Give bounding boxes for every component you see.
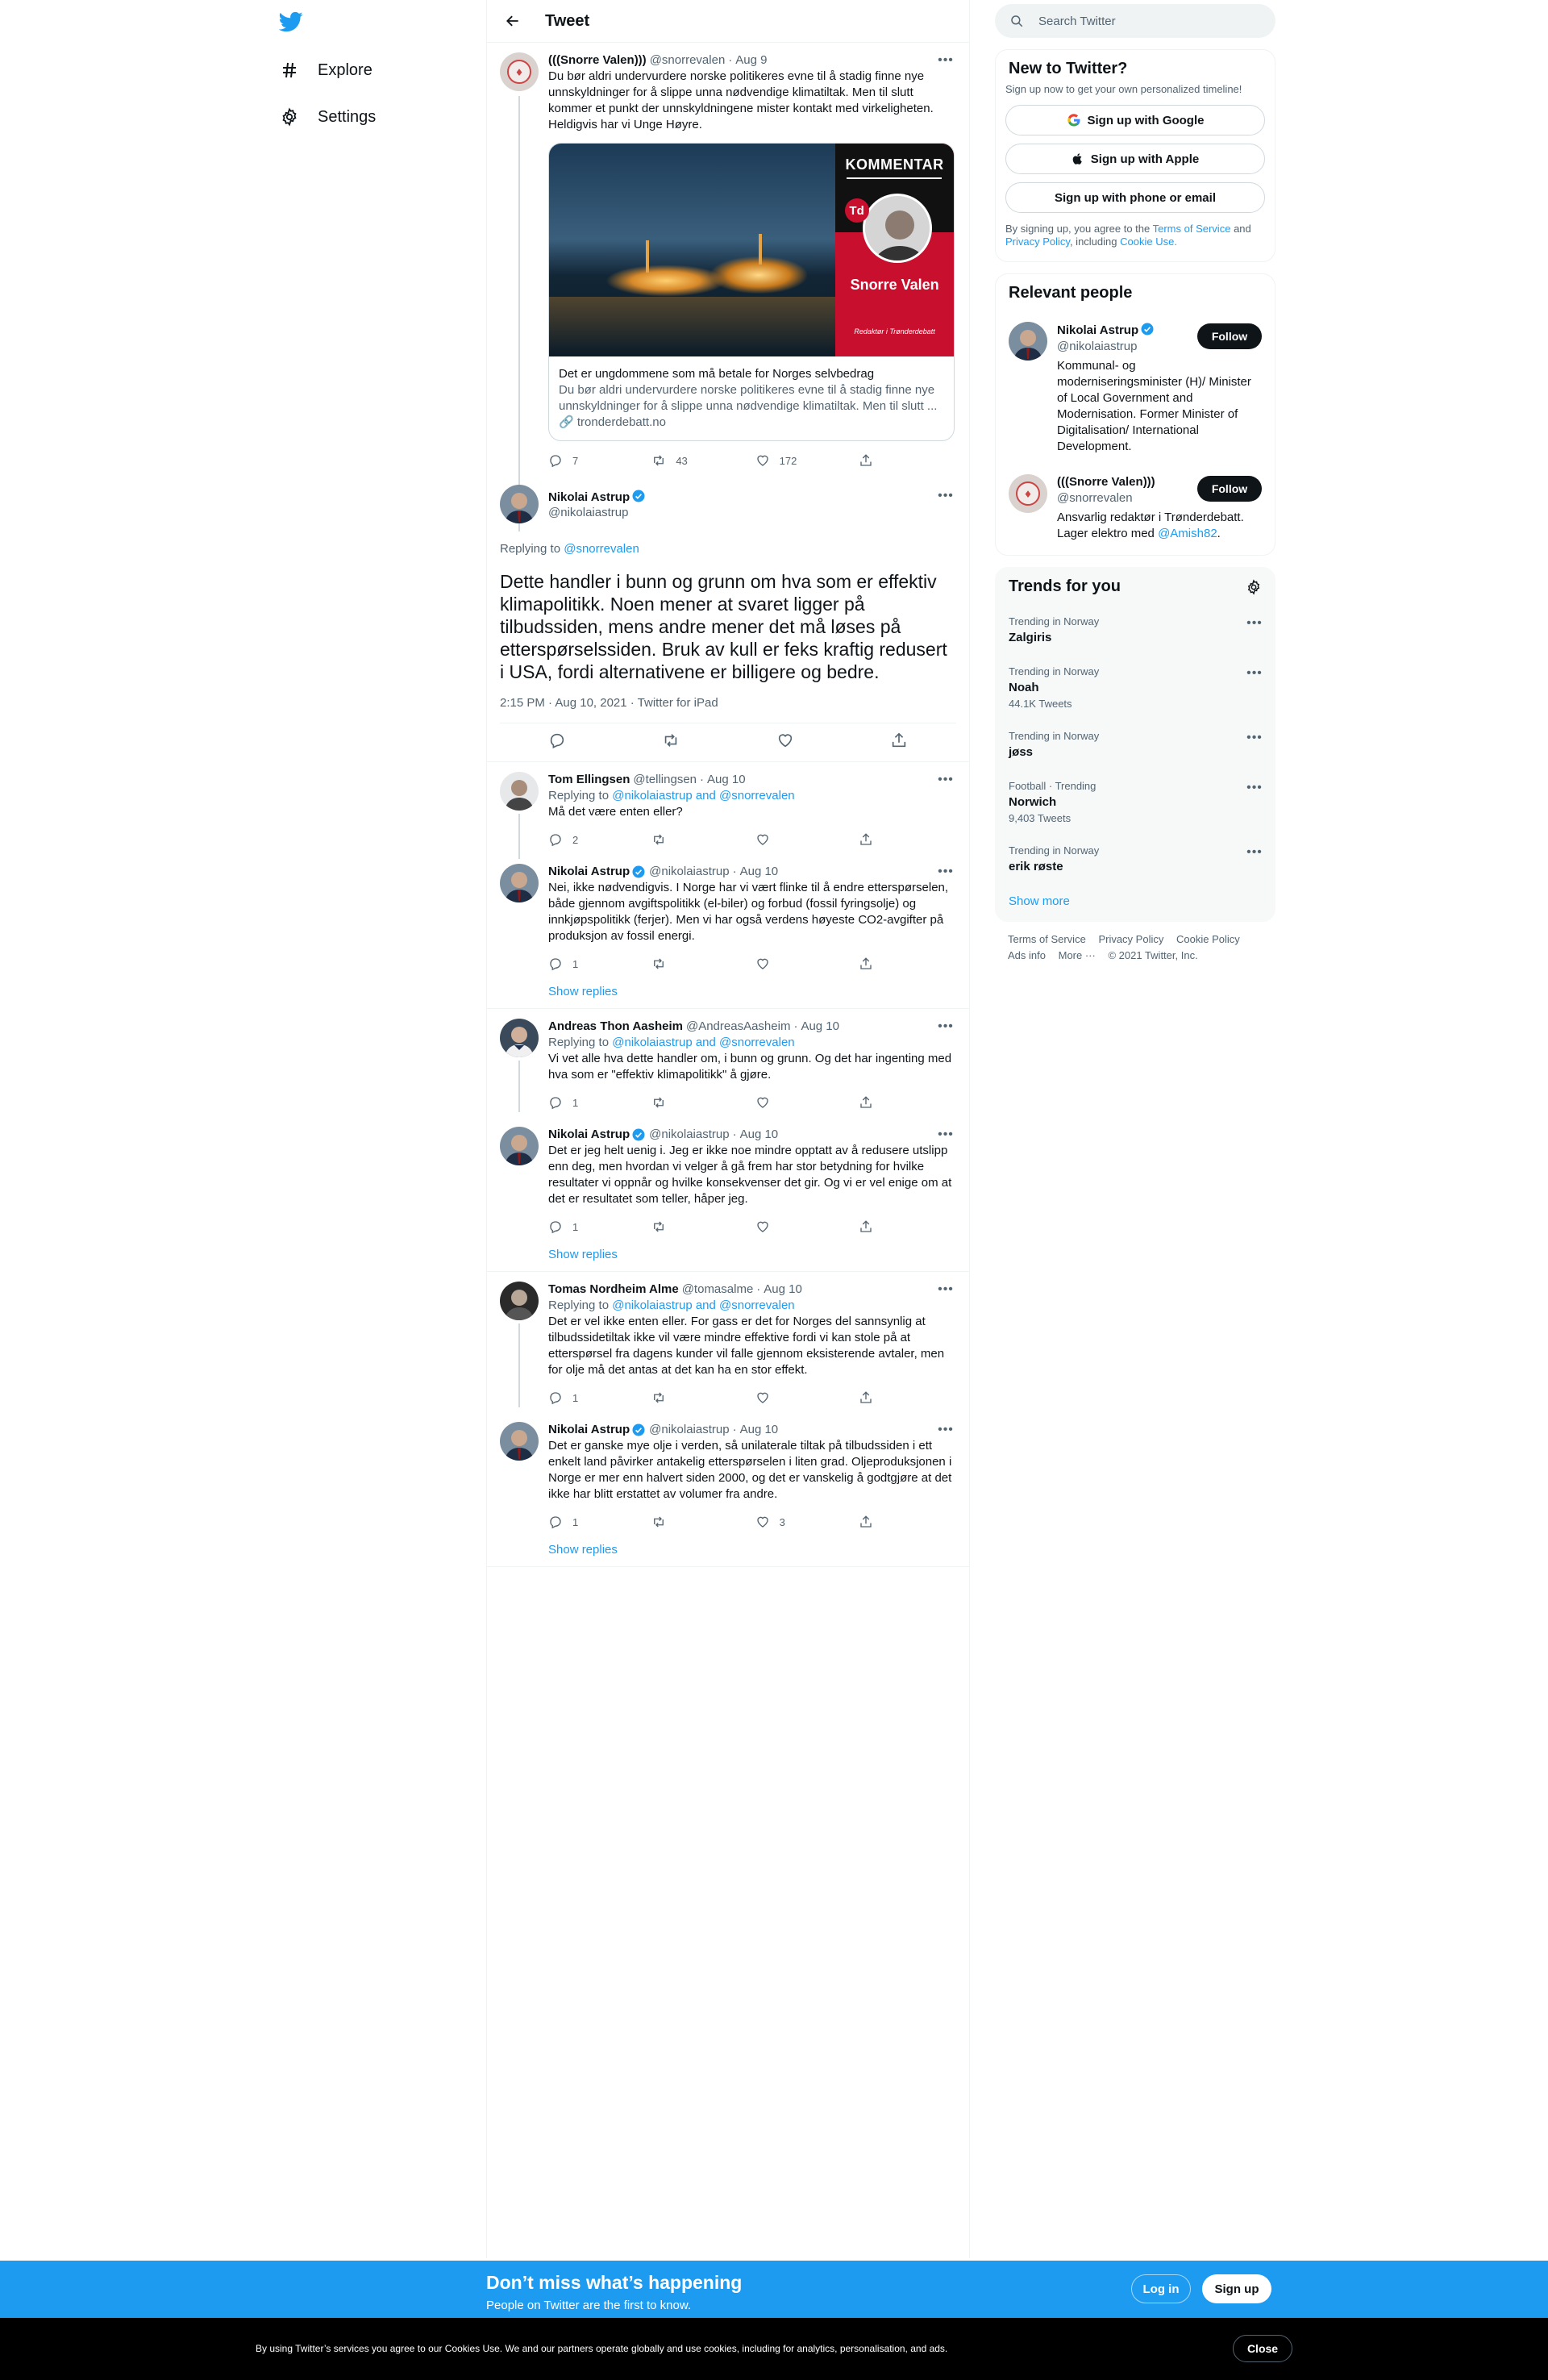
retweet-button[interactable] <box>651 453 716 468</box>
tweet-text: Du bør aldri undervurdere norske politikeres evne til å stadig finne nye unnskyldninger for å slippe unna nødvendige klimatiltak. Men til slutt kommer et punkt der unnskyldningene mister kontakt med virkeligheten. Heldigvis har vi Unge Høyre. <box>548 69 937 131</box>
retweet-button[interactable] <box>662 732 680 753</box>
tweet-date[interactable]: Aug 10 <box>801 1019 839 1033</box>
nav-settings-label: Settings <box>318 107 377 126</box>
card-badge: KOMMENTAR <box>845 156 944 173</box>
tweet-text: Vi vet alle hva dette handler om, i bunn og grunn. Og det har ingenting med hva som er "effektiv klimapolitikk" å gjøre. <box>548 1052 955 1082</box>
heart-icon <box>755 1095 770 1110</box>
signup-apple-label: Sign up with Apple <box>1090 152 1200 166</box>
tweet-date[interactable]: Aug 9 <box>735 53 768 67</box>
privacy-link[interactable]: Privacy Policy <box>1005 235 1070 248</box>
retweet-button[interactable] <box>651 1219 716 1234</box>
card-domain: tronderdebatt.no <box>576 415 666 429</box>
replying-to: Replying to @snorrevalen <box>500 542 639 556</box>
thread-line <box>518 96 520 531</box>
tweet-text: Må det være enten eller? <box>548 805 683 819</box>
footer-ads-link[interactable]: Ads info <box>1008 949 1046 961</box>
tweet-date[interactable]: Aug 10 <box>764 1282 802 1296</box>
search-placeholder: Search Twitter <box>1038 14 1116 28</box>
replying-to-link[interactable]: @snorrevalen <box>564 542 639 556</box>
trend-item[interactable] <box>996 656 1275 720</box>
share-icon <box>859 1219 873 1234</box>
more-icon[interactable]: ••• <box>938 1282 954 1296</box>
login-button[interactable]: Log in <box>1131 2274 1191 2303</box>
reply-button[interactable] <box>548 1095 613 1110</box>
author-name[interactable]: Tomas Nordheim Alme <box>548 1282 679 1296</box>
reply-count: 1 <box>572 1391 579 1404</box>
verified-badge-icon <box>631 1423 646 1437</box>
like-button[interactable] <box>755 957 820 971</box>
share-icon <box>890 732 908 749</box>
avatar[interactable] <box>500 485 539 523</box>
trend-name: Zalgiris <box>1009 631 1052 644</box>
share-icon <box>859 1390 873 1405</box>
reply-icon <box>548 832 563 847</box>
author-handle[interactable]: @nikolaiastrup <box>649 1127 730 1141</box>
person-handle[interactable]: @nikolaiastrup <box>1057 340 1138 353</box>
close-button[interactable]: Close <box>1233 2335 1292 2362</box>
retweet-icon <box>651 453 666 468</box>
google-icon <box>1067 113 1081 127</box>
author-handle[interactable]: @tellingsen <box>633 773 697 786</box>
retweet-button[interactable] <box>651 1095 716 1110</box>
tweet-text: Nei, ikke nødvendigvis. I Norge har vi vært flinke til å endre etterspørselen, både gjennom avgiftspolitikk (el-biler) og forbud (fossil fyringsolje) og innkjøpspolitikk (ferjer). Men vi har også verdens høyeste CO2-avgifter på produksjon av fossil energi. <box>548 881 952 943</box>
signup-google-label: Sign up with Google <box>1087 113 1205 127</box>
panel-title: New to Twitter? <box>1009 60 1128 77</box>
follow-button[interactable]: Follow <box>1197 476 1262 502</box>
show-replies-link[interactable]: Show replies <box>487 1241 969 1272</box>
more-icon[interactable]: ••• <box>1246 616 1263 630</box>
focused-tweet <box>487 475 969 762</box>
tweet-text: Det er ganske mye olje i verden, så unilaterale tiltak på tilbudssiden i ett enkelt land påvirker antakelig etterspørselen i liten grad. Oljeproduksjonen i Norge er mer enn halvert siden 2000, og det er vanskelig å godtgjøre at det ikke har blitt erstattet av volumer fra andre. <box>548 1439 955 1501</box>
trend-name: Noah <box>1009 681 1039 694</box>
trend-name: jøss <box>1009 745 1034 759</box>
author-name[interactable]: Nikolai Astrup <box>548 1127 630 1141</box>
trends-header <box>996 568 1275 606</box>
retweet-icon <box>651 1095 666 1110</box>
like-button[interactable] <box>755 1095 820 1110</box>
search-input[interactable] <box>995 4 1275 38</box>
card-logo: Td <box>845 198 869 223</box>
share-button[interactable] <box>859 1219 891 1234</box>
reply-icon <box>548 1390 563 1405</box>
trend-context: Trending in Norway <box>1009 665 1100 677</box>
avatar[interactable] <box>500 1282 539 1320</box>
avatar[interactable] <box>1009 322 1047 361</box>
trend-context: Trending in Norway <box>1009 844 1100 857</box>
nav-explore-label: Explore <box>318 60 372 79</box>
like-button[interactable] <box>755 1219 820 1234</box>
retweet-icon <box>651 1219 666 1234</box>
reply-button[interactable] <box>548 732 566 753</box>
share-button[interactable] <box>859 957 891 971</box>
cookie-link[interactable]: Cookie Use. <box>1120 235 1177 248</box>
reply-icon <box>548 453 563 468</box>
retweet-icon <box>651 832 666 847</box>
panel-subtitle: Sign up now to get your own personalized timeline! <box>1005 83 1242 95</box>
retweet-button[interactable] <box>651 832 716 847</box>
reply-tweet[interactable]: Nikolai Astrup @nikolaiastrup · Aug 10 ••• Det er jeg helt uenig i. Jeg er ikke noe mindre opptatt av å redusere utslipp enn deg, men hvordan vi velger å gå frem har stor betydning for hvilke resultater vi oppnår og hvilke konsekvenser det gir. Og vi er vel enige om at det er resultatet som teller, håper jeg. 1 <box>487 1117 969 1241</box>
signup-terms: By signing up, you agree to the Terms of Service and Privacy Policy, including Cookie Use. <box>1005 223 1251 248</box>
more-icon[interactable]: ••• <box>1246 845 1263 859</box>
avatar[interactable] <box>1009 474 1047 513</box>
share-button[interactable] <box>890 732 908 753</box>
replying-to-link[interactable]: @nikolaiastrup and @snorrevalen <box>612 1036 795 1049</box>
reply-button[interactable] <box>548 832 613 847</box>
banner-title: Don’t miss what’s happening <box>486 2272 743 2293</box>
relevant-person[interactable] <box>996 465 1275 555</box>
reply-tweet[interactable]: Tom Ellingsen @tellingsen · Aug 10 ••• Replying to @nikolaiastrup and @snorrevalen Må det være enten eller? 2 <box>487 762 969 854</box>
cookie-text: By using Twitter’s services you agree to our Cookies Use. We and our partners operate globally and use cookies, including for analytics, personalisation, and ads. <box>256 2343 948 2354</box>
retweet-icon <box>651 1515 666 1529</box>
reply-count: 7 <box>572 454 579 467</box>
like-button[interactable] <box>755 1515 820 1529</box>
footer-copyright: © 2021 Twitter, Inc. <box>1108 949 1198 961</box>
author-handle[interactable]: @nikolaiastrup <box>649 865 730 878</box>
tweet-text: Dette handler i bunn og grunn om hva som er effektiv klimapolitikk. Noen mener at svaret ligger på tilbudssiden, mens andre mener det må løses på etterspørselssiden. Bruk av kull er feks kraftig redusert i USA, fordi alternativene er billigere og bedre. <box>500 571 947 682</box>
relevant-person[interactable] <box>996 312 1275 465</box>
tweet-date[interactable]: Aug 10 <box>707 773 746 786</box>
reply-icon <box>548 732 566 749</box>
page-header <box>487 0 969 43</box>
reply-button[interactable] <box>548 1219 613 1234</box>
verified-badge-icon <box>1140 322 1155 336</box>
verified-badge-icon <box>631 489 646 503</box>
signup-apple-button[interactable] <box>1005 144 1265 174</box>
gear-icon <box>279 106 300 127</box>
relevant-people-panel <box>995 273 1275 556</box>
avatar[interactable] <box>500 772 539 811</box>
trend-context: Trending in Norway <box>1009 615 1100 627</box>
svg-text:♦: ♦ <box>1023 489 1033 500</box>
trend-context: Trending in Norway <box>1009 730 1100 742</box>
author-handle[interactable]: @nikolaiastrup <box>548 506 629 519</box>
tweet-meta[interactable]: 2:15 PM · Aug 10, 2021 · Twitter for iPad <box>500 696 718 710</box>
cookie-banner <box>0 2318 1548 2380</box>
retweet-icon <box>651 1390 666 1405</box>
share-button[interactable] <box>859 1390 891 1405</box>
back-arrow-icon[interactable] <box>498 6 527 35</box>
tweet-date[interactable]: Aug 10 <box>739 1127 779 1141</box>
panel-title: Trends for you <box>1009 577 1121 595</box>
reply-count: 1 <box>572 957 579 970</box>
verified-badge-icon <box>631 1127 646 1142</box>
author-handle[interactable]: @tomasalme <box>681 1282 754 1296</box>
trend-item[interactable] <box>996 835 1275 885</box>
main-column <box>486 0 970 2258</box>
avatar[interactable] <box>500 1127 539 1165</box>
reply-icon <box>548 1515 563 1529</box>
page-title: Tweet <box>545 11 590 30</box>
reply-icon <box>548 957 563 971</box>
banner-subtitle: People on Twitter are the first to know. <box>486 2299 692 2312</box>
heart-icon <box>755 1219 770 1234</box>
reply-button[interactable] <box>548 1515 613 1529</box>
reply-count: 2 <box>572 833 579 846</box>
more-icon[interactable]: ••• <box>1246 781 1263 794</box>
right-sidebar <box>995 0 1275 973</box>
reply-icon <box>548 1095 563 1110</box>
reply-tweet[interactable]: Nikolai Astrup @nikolaiastrup · Aug 10 ••• Nei, ikke nødvendigvis. I Norge har vi vært flinke til å endre etterspørselen, både gjennom avgiftspolitikk (el-biler) og forbud (fossil fyringsolje) og innkjøpspolitikk (ferjer). Men vi har også verdens høyeste CO2-avgifter på produksjon av fossil energi. 1 <box>487 854 969 978</box>
verified-badge-icon <box>631 865 646 879</box>
show-more-link[interactable]: Show more <box>1009 894 1070 908</box>
share-icon <box>859 957 873 971</box>
retweet-button[interactable] <box>651 1515 716 1529</box>
share-icon <box>859 832 873 847</box>
trend-count: 44.1K Tweets <box>1009 698 1072 710</box>
retweet-icon <box>662 732 680 749</box>
more-icon[interactable]: ••• <box>938 489 954 502</box>
reply-tweet[interactable]: Andreas Thon Aasheim @AndreasAasheim · Aug 10 ••• Replying to @nikolaiastrup and @snorrevalen Vi vet alle hva dette handler om, i bunn og grunn. Og det har ingenting med hva som er "effektiv klimapolitikk" å gjøre. 1 <box>487 1009 969 1117</box>
nav-settings[interactable] <box>279 98 376 136</box>
reply-count: 1 <box>572 1515 579 1528</box>
replying-to-link[interactable]: @nikolaiastrup and @snorrevalen <box>612 789 795 802</box>
card-description: Du bør aldri undervurdere norske politikeres evne til å stadig finne nye unnskyldninger for å slippe unna nødvendige klimatiltak. Men til slutt ... <box>559 383 938 413</box>
link-icon: 🔗 <box>559 415 574 429</box>
trend-item[interactable] <box>996 720 1275 770</box>
oil-platform-image <box>549 144 835 356</box>
trend-name: erik røste <box>1009 860 1063 873</box>
author-handle[interactable]: @snorrevalen <box>649 53 726 67</box>
card-title: Det er ungdommene som må betale for Norges selvbedrag <box>559 367 875 381</box>
follow-button[interactable]: Follow <box>1197 323 1262 349</box>
share-icon <box>859 1095 873 1110</box>
author-name[interactable]: Nikolai Astrup <box>548 1423 630 1436</box>
heart-icon <box>755 1515 770 1529</box>
more-icon[interactable]: ••• <box>938 53 954 67</box>
tweet-actions <box>500 723 956 761</box>
share-icon <box>859 1515 873 1529</box>
left-navigation <box>279 0 481 2258</box>
more-icon[interactable]: ••• <box>938 865 954 878</box>
bio-mention-link[interactable]: @Amish82 <box>1158 527 1217 540</box>
tweet-date[interactable]: Aug 10 <box>739 865 779 878</box>
parent-tweet[interactable]: ♦ (((Snorre Valen))) @snorrevalen · Aug 9 ••• Du bør aldri undervurdere norske politikeres evne til å stadig finne nye unnskyldninger for å slippe unna nødvendige klimatiltak. Men til slutt kommer et punkt der unnskyldningene mister kontakt med virkeligheten. Heldigvis har vi Unge Høyre. KOMMENTAR Td Snorre Valen Redaktør i Trønderdebatt Det er ungdommene som må betale for Norges selvbedrag Du bør aldri undervurdere norske politikeres evne til å stadig finne nye unnskyldninger for å slippe unna nødvendige klimatiltak. Men til slutt ... 🔗 tronderdebatt.no 7 43 172 <box>487 43 969 475</box>
author-name[interactable]: (((Snorre Valen))) <box>548 53 647 67</box>
avatar[interactable] <box>500 1422 539 1461</box>
footer-cookie-link[interactable]: Cookie Policy <box>1176 933 1240 945</box>
person-bio: Ansvarlig redaktør i Trønderdebatt. Lager elektro med @Amish82. <box>1057 511 1244 540</box>
reply-button[interactable] <box>548 1390 613 1405</box>
avatar[interactable] <box>500 864 539 902</box>
like-count: 3 <box>779 1515 785 1528</box>
panel-title: Relevant people <box>1009 284 1133 302</box>
avatar[interactable] <box>500 52 539 91</box>
signup-banner <box>0 2261 1548 2318</box>
person-name[interactable]: (((Snorre Valen))) <box>1057 475 1155 489</box>
author-handle[interactable]: @AndreasAasheim <box>685 1019 791 1033</box>
link-card[interactable] <box>548 143 955 441</box>
more-icon[interactable]: ••• <box>938 1423 954 1436</box>
person-bio: Kommunal- og moderniseringsminister (H)/ Minister of Local Government and Modernisation. Former Minister of Digitalisation/ International Development. <box>1057 359 1251 453</box>
replying-to: Replying to @nikolaiastrup and @snorrevalen <box>548 1036 795 1049</box>
person-name[interactable]: Nikolai Astrup <box>1057 323 1139 337</box>
retweet-button[interactable] <box>651 1390 716 1405</box>
terms-link[interactable]: Terms of Service <box>1152 223 1231 235</box>
share-button[interactable] <box>859 1515 891 1529</box>
hashtag-icon <box>279 60 300 81</box>
footer-links <box>995 922 1275 973</box>
tweet-text: Det er vel ikke enten eller. For gass er det for Norges del sannsynlig at tilbudssidetiltak ikke vil være mindre effektive fordi vi kan stole på at etterspørsel fra dagens kunder vil falle gjennom eksisterende avtaler, men for olje må det antas at det kan ha en stor effekt. <box>548 1315 948 1377</box>
share-button[interactable] <box>859 453 891 468</box>
more-icon[interactable]: ••• <box>1246 731 1263 744</box>
trend-count: 9,403 Tweets <box>1009 812 1072 824</box>
trend-item[interactable] <box>996 770 1275 835</box>
author-name[interactable]: Andreas Thon Aasheim <box>548 1019 683 1033</box>
trend-name: Norwich <box>1009 795 1057 809</box>
like-button[interactable] <box>755 1390 820 1405</box>
like-button[interactable] <box>776 732 794 753</box>
share-button[interactable] <box>859 1095 891 1110</box>
heart-icon <box>755 1390 770 1405</box>
more-icon[interactable]: ••• <box>938 773 954 786</box>
apple-icon <box>1072 152 1084 166</box>
retweet-icon <box>651 957 666 971</box>
heart-icon <box>755 832 770 847</box>
trends-panel <box>995 567 1275 922</box>
nav-explore[interactable] <box>279 51 372 90</box>
author-name[interactable]: Tom Ellingsen <box>548 773 630 786</box>
signup-google-button[interactable] <box>1005 105 1265 135</box>
more-icon[interactable]: ••• <box>1246 666 1263 680</box>
show-replies-link[interactable]: Show replies <box>487 978 969 1009</box>
replying-to-link[interactable]: @nikolaiastrup and @snorrevalen <box>612 1298 795 1312</box>
card-image <box>549 144 954 356</box>
heart-icon <box>755 453 770 468</box>
share-button[interactable] <box>859 832 891 847</box>
person-handle[interactable]: @snorrevalen <box>1057 491 1133 505</box>
tweet-date[interactable]: Aug 10 <box>739 1423 779 1436</box>
card-author-role: Redaktør i Trønderdebatt <box>854 327 935 336</box>
tweet-text: Det er jeg helt uenig i. Jeg er ikke noe mindre opptatt av å redusere utslipp enn deg, men hvordan vi velger å gå frem har stor betydning for hvilke resultater vi oppnår og hvilke konsekvenser det gir. Og vi er vel enige om at det er resultatet som teller, håper jeg. <box>548 1144 955 1206</box>
more-icon[interactable]: ••• <box>938 1127 954 1141</box>
replying-to: Replying to @nikolaiastrup and @snorrevalen <box>548 1298 795 1312</box>
reply-button[interactable] <box>548 453 613 468</box>
reply-tweet[interactable]: Tomas Nordheim Alme @tomasalme · Aug 10 ••• Replying to @nikolaiastrup and @snorrevalen Det er vel ikke enten eller. For gass er det for Norges del sannsynlig at tilbudssidetiltak ikke vil være mindre effektive fordi vi kan stole på at etterspørsel fra dagens kunder vil falle gjennom eksisterende avtaler, men for olje må det antas at det kan ha en stor effekt. 1 <box>487 1272 969 1412</box>
author-name[interactable]: Nikolai Astrup <box>548 865 630 878</box>
heart-icon <box>776 732 794 749</box>
retweet-button[interactable] <box>651 957 716 971</box>
reply-count: 1 <box>572 1096 579 1109</box>
signup-phone-label: Sign up with phone or email <box>1054 190 1216 205</box>
more-icon[interactable]: ••• <box>938 1019 954 1033</box>
author-handle[interactable]: @nikolaiastrup <box>649 1423 730 1436</box>
svg-text:♦: ♦ <box>514 67 524 78</box>
new-to-twitter-panel <box>995 49 1275 262</box>
heart-icon <box>755 957 770 971</box>
footer-privacy-link[interactable]: Privacy Policy <box>1098 933 1164 945</box>
signup-button[interactable]: Sign up <box>1202 2274 1271 2303</box>
show-replies-link[interactable]: Show replies <box>487 1536 969 1567</box>
twitter-logo-icon[interactable] <box>279 10 311 42</box>
card-author: Snorre Valen <box>850 277 939 293</box>
footer-more-link[interactable]: More ··· <box>1058 949 1096 961</box>
settings-gear-icon[interactable] <box>1246 579 1262 600</box>
reply-count: 1 <box>572 1220 579 1233</box>
retweet-count: 43 <box>676 454 688 467</box>
search-icon <box>1009 14 1024 28</box>
signup-phone-button[interactable] <box>1005 182 1265 213</box>
reply-tweet[interactable]: Nikolai Astrup @nikolaiastrup · Aug 10 ••• Det er ganske mye olje i verden, så unilaterale tiltak på tilbudssiden i ett enkelt land påvirker antakelig etterspørselen i liten grad. Oljeproduksjonen i Norge er mer enn halvert siden 2000, og det er vanskelig å godtgjøre at det ikke har blitt erstattet av volumer fra andre. 1 3 <box>487 1412 969 1536</box>
like-button[interactable] <box>755 832 820 847</box>
trend-item[interactable] <box>996 606 1275 656</box>
author-name[interactable]: Nikolai Astrup <box>548 490 630 504</box>
like-count: 172 <box>779 454 797 467</box>
share-icon <box>859 453 873 468</box>
footer-terms-link[interactable]: Terms of Service <box>1008 933 1086 945</box>
like-button[interactable] <box>755 453 820 468</box>
reply-button[interactable] <box>548 957 613 971</box>
card-author-panel <box>835 144 954 356</box>
avatar[interactable] <box>500 1019 539 1057</box>
replying-to: Replying to @nikolaiastrup and @snorrevalen <box>548 789 795 802</box>
trend-context: Football · Trending <box>1009 780 1096 792</box>
reply-icon <box>548 1219 563 1234</box>
